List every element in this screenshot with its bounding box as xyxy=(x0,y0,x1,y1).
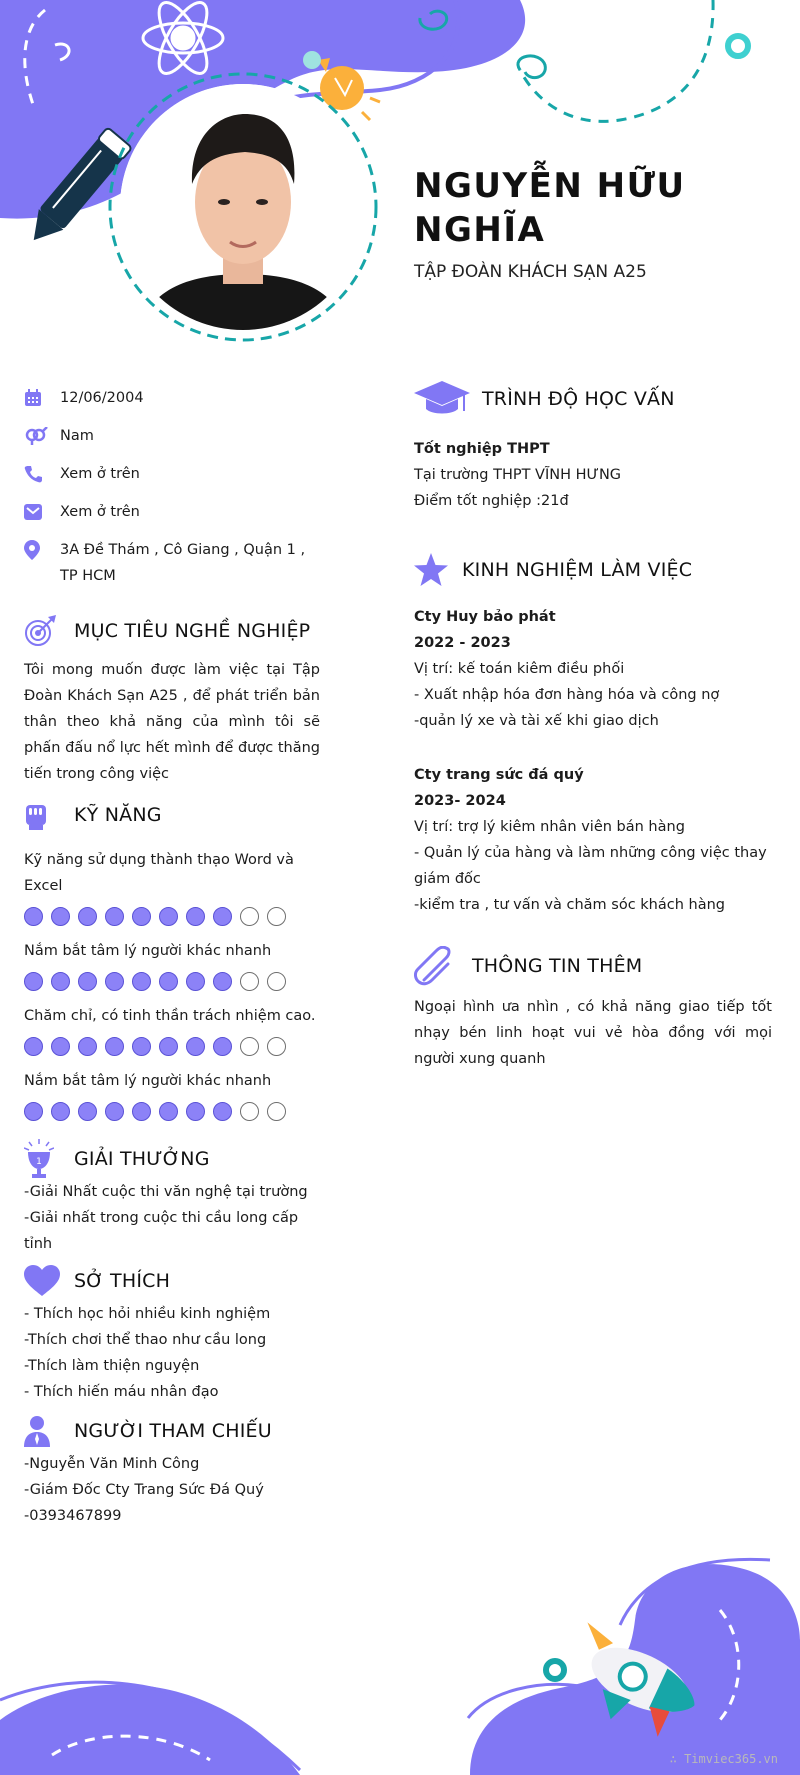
svg-text:1: 1 xyxy=(36,1157,42,1167)
teal-ring-bottom xyxy=(546,1661,564,1679)
rating-dot-filled xyxy=(132,1102,151,1121)
contact-item-phone xyxy=(24,461,320,487)
extra-info-header xyxy=(414,946,772,986)
name-block xyxy=(414,164,794,282)
rating-dot-filled xyxy=(213,1037,232,1056)
contact-item-gender xyxy=(24,423,320,449)
education-detail: Tại trường THPT VĨNH HƯNG xyxy=(414,467,622,483)
rating-dot-filled xyxy=(213,1102,232,1121)
objective-title: MỤC TIÊU NGHỀ NGHIỆP xyxy=(74,620,311,642)
rating-dot-filled xyxy=(105,1102,124,1121)
skills-title: KỸ NĂNG xyxy=(74,804,162,826)
job-detail: Vị trí: kế toán kiêm điều phối xyxy=(414,661,625,677)
rating-dot-empty xyxy=(267,907,286,926)
job-company: Cty Huy bảo phát xyxy=(414,609,556,625)
skill-rating xyxy=(24,907,320,926)
phone-icon xyxy=(24,465,42,483)
trophy-icon xyxy=(24,1139,54,1179)
hobby-item: - Thích hiến máu nhân đạo xyxy=(24,1384,219,1400)
rating-dot-empty xyxy=(240,972,259,991)
skills-header xyxy=(24,795,320,835)
objective-text: Tôi mong muốn được làm việc tại Tập Đoàn Khách Sạn A25 , để phát triển bản thân theo khả năng của mình tôi sẽ phấn đấu nổ lực hết mình để được thăng tiến trong công việc xyxy=(24,662,320,782)
watermark: ∴ Timviec365.vn xyxy=(669,1752,778,1766)
rating-dot-filled xyxy=(24,1102,43,1121)
calendar-icon xyxy=(24,389,42,407)
rating-dot-filled xyxy=(186,972,205,991)
rating-dot-filled xyxy=(159,1037,178,1056)
job-company: Cty trang sức đá quý xyxy=(414,767,584,783)
job-period: 2022 - 2023 xyxy=(414,635,511,651)
rating-dot-filled xyxy=(159,907,178,926)
job-entry xyxy=(414,762,772,918)
job-detail: -quản lý xe và tài xế khi giao dịch xyxy=(414,713,659,729)
rating-dot-filled xyxy=(186,907,205,926)
awards-title: GIẢI THƯỞNG xyxy=(74,1148,210,1170)
person-icon xyxy=(24,1415,50,1447)
education-title: TRÌNH ĐỘ HỌC VẤN xyxy=(482,388,675,410)
skill-rating xyxy=(24,1037,320,1056)
hobby-item: - Thích học hỏi nhiều kinh nghiệm xyxy=(24,1306,271,1322)
birthday-text: 12/06/2004 xyxy=(60,390,144,406)
rating-dot-filled xyxy=(105,972,124,991)
experience-header xyxy=(414,550,772,590)
rating-dot-filled xyxy=(24,907,43,926)
awards-list xyxy=(24,1179,320,1257)
hobbies-list xyxy=(24,1301,320,1405)
award-item: -Giải Nhất cuộc thi văn nghệ tại trường xyxy=(24,1184,308,1200)
paperclip-icon xyxy=(414,946,454,986)
job-detail: Vị trí: trợ lý kiêm nhân viên bán hàng xyxy=(414,819,685,835)
objective-header xyxy=(24,611,320,651)
hobbies-header xyxy=(24,1261,320,1301)
gender-icon xyxy=(24,427,48,445)
location-icon xyxy=(24,540,40,560)
rating-dot-filled xyxy=(159,1102,178,1121)
profile-photo xyxy=(120,84,366,330)
contact-item-address xyxy=(24,537,320,589)
fist-icon xyxy=(24,799,48,831)
skill-label: Nắm bắt tâm lý người khác nhanh xyxy=(24,943,272,959)
target-company: TẬP ĐOÀN KHÁCH SẠN A25 xyxy=(414,262,647,282)
reference-item: -Giám Đốc Cty Trang Sức Đá Quý xyxy=(24,1482,264,1498)
references-header xyxy=(24,1411,320,1451)
education-degree: Tốt nghiệp THPT xyxy=(414,441,550,457)
rating-dot-filled xyxy=(132,1037,151,1056)
hobbies-title: SỞ THÍCH xyxy=(74,1270,171,1292)
teal-ring xyxy=(728,36,748,56)
rating-dot-empty xyxy=(267,1102,286,1121)
rating-dot-empty xyxy=(240,1037,259,1056)
phone-text: Xem ở trên xyxy=(60,466,140,482)
rating-dot-filled xyxy=(213,972,232,991)
job-detail: - Quản lý của hàng và làm những công việc thay giám đốc xyxy=(414,845,767,887)
rating-dot-filled xyxy=(132,907,151,926)
job-detail: -kiểm tra , tư vấn và chăm sóc khách hàng xyxy=(414,897,725,913)
contact-item-email xyxy=(24,499,320,525)
graduation-cap-icon xyxy=(414,381,470,417)
heart-icon xyxy=(24,1265,60,1297)
skill-label: Kỹ năng sử dụng thành thạo Word và Excel xyxy=(24,852,294,894)
job-detail: - Xuất nhập hóa đơn hàng hóa và công nợ xyxy=(414,687,720,703)
skill-rating xyxy=(24,972,320,991)
gender-text: Nam xyxy=(60,428,94,444)
hobby-item: -Thích làm thiện nguyện xyxy=(24,1358,200,1374)
rating-dot-filled xyxy=(24,1037,43,1056)
rating-dot-filled xyxy=(51,1102,70,1121)
hobby-item: -Thích chơi thể thao như cầu long xyxy=(24,1332,267,1348)
address-text: 3A Đề Thám , Cô Giang , Quận 1 , TP HCM xyxy=(60,542,306,584)
rating-dot-filled xyxy=(132,972,151,991)
references-title: NGƯỜI THAM CHIẾU xyxy=(74,1420,272,1442)
bottom-left-blob xyxy=(0,1685,300,1775)
email-text: Xem ở trên xyxy=(60,504,140,520)
full-name: NGUYỄN HỮU NGHĨA xyxy=(414,166,686,250)
skill-label: Chăm chỉ, có tinh thần trách nhiệm cao. xyxy=(24,1008,316,1024)
references-list xyxy=(24,1451,320,1529)
rating-dot-filled xyxy=(213,907,232,926)
reference-item: -0393467899 xyxy=(24,1508,122,1524)
rating-dot-filled xyxy=(51,972,70,991)
contact-item-birthday xyxy=(24,385,320,411)
right-column xyxy=(414,376,772,1072)
rating-dot-filled xyxy=(78,972,97,991)
rating-dot-filled xyxy=(78,907,97,926)
dashed-curve-right xyxy=(520,0,713,121)
contact-list xyxy=(24,385,320,589)
job-period: 2023- 2024 xyxy=(414,793,506,809)
education-header xyxy=(414,376,772,422)
rating-dot-filled xyxy=(51,907,70,926)
rating-dot-filled xyxy=(105,907,124,926)
target-icon xyxy=(24,615,56,647)
skills-list xyxy=(24,847,320,1121)
rating-dot-empty xyxy=(240,1102,259,1121)
rating-dot-filled xyxy=(186,1037,205,1056)
rating-dot-filled xyxy=(51,1037,70,1056)
education-detail: Điểm tốt nghiệp :21đ xyxy=(414,493,569,509)
skill-label: Nắm bắt tâm lý người khác nhanh xyxy=(24,1073,272,1089)
rating-dot-filled xyxy=(78,1037,97,1056)
extra-info-text: Ngoại hình ưa nhìn , có khả năng giao tiếp tốt nhạy bén linh hoạt vui vẻ hòa đồng với mọi người xung quanh xyxy=(414,999,772,1067)
job-entry xyxy=(414,604,772,734)
awards-header xyxy=(24,1139,320,1179)
rating-dot-empty xyxy=(267,972,286,991)
rating-dot-empty xyxy=(240,907,259,926)
experience-list xyxy=(414,604,772,918)
award-item: -Giải nhất trong cuộc thi cầu long cấp tỉnh xyxy=(24,1210,299,1252)
rating-dot-empty xyxy=(267,1037,286,1056)
education-details xyxy=(414,462,772,514)
star-icon xyxy=(414,553,448,587)
left-column xyxy=(24,385,320,1529)
rating-dot-filled xyxy=(159,972,178,991)
extra-info-title: THÔNG TIN THÊM xyxy=(472,955,643,977)
skill-rating xyxy=(24,1102,320,1121)
rating-dot-filled xyxy=(24,972,43,991)
reference-item: -Nguyễn Văn Minh Công xyxy=(24,1456,200,1472)
experience-title: KINH NGHIỆM LÀM VIỆC xyxy=(462,559,693,581)
rating-dot-filled xyxy=(78,1102,97,1121)
rating-dot-filled xyxy=(186,1102,205,1121)
email-icon xyxy=(24,503,42,521)
rating-dot-filled xyxy=(105,1037,124,1056)
